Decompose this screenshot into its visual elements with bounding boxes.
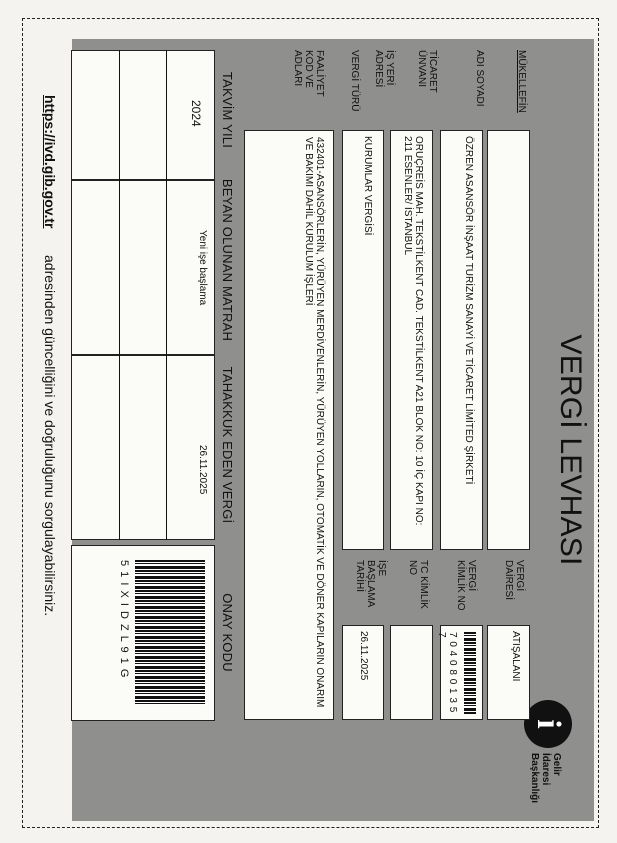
header-onay-kodu: ONAY KODU [220,593,235,672]
label-mukellefin: MÜKELLEFİN [516,50,527,113]
adi-soyadi-box [487,130,530,550]
table-cell-matrah: Yeni işe başlama [197,230,208,306]
label-ticaret-unvani: TİCARET ÜNVANI [416,50,438,93]
table-cell-tahakkuk: 26.11.2025 [197,445,208,495]
label-faaliyet: FAALİYET KOD VE ADLARI [292,50,325,97]
footer-url[interactable]: https://ivd.gib.gov.tr [42,95,58,229]
faaliyet-box [244,130,334,720]
ise-baslama-value: 26.11.2025 [358,631,369,681]
vergi-dairesi-value: ATIŞALANI [510,631,521,682]
header-tahakkuk-eden-vergi: TAHAKKUK EDEN VERGİ [220,366,235,524]
label-is-yeri-adresi: İŞ YERİ ADRESİ [373,50,395,88]
table-row-divider [119,50,120,540]
page-title: VERGİ LEVHASI [554,334,587,566]
tc-kimlik-no-box [390,625,433,720]
vergi-kimlik-no-value: 7 0 4 0 8 0 1 3 5 7 [436,632,458,713]
label-ise-baslama-tarihi: İŞE BAŞLAMA TARİHİ [354,560,387,607]
table-row-divider [166,50,167,540]
ise-baslama-box [342,625,384,720]
label-tc-kimlik-no: TC KİMLİK NO [407,560,429,609]
ticaret-unvani-value: ÖZREN ASANSÖR İNŞAAT TURİZM SANAYİ VE TİCARET LİMİTED ŞİRKETİ [463,136,474,485]
header-beyan-olunan-matrah: BEYAN OLUNAN MATRAH [220,178,235,342]
label-adi-soyadi: ADI SOYADI [474,50,485,107]
table-matrah-col [71,180,215,355]
onay-kodu-barcode [135,560,205,705]
logo-letter: i [530,719,567,729]
vergi-turu-box [342,130,384,550]
label-vergi-turu: VERGİ TÜRÜ [349,50,360,112]
adi-soyadi-value [517,131,529,549]
ticaret-unvani-box [440,130,483,550]
logo-text: Gelir İdaresi Başkanlığı [529,753,562,804]
table-cell-year: 2024 [189,100,203,127]
header-takvim-yili: TAKVİM YILI [220,71,235,149]
faaliyet-value: 432401-ASANSÖRLERİN, YÜRÜYEN MERDİVENLERİN, YÜRÜYEN YOLLARIN, OTOMATİK VE DÖNER KAPILARIN ONARIM VE BAKIMI DAHİL KURULUM İŞLERİ [303,137,325,708]
vergi-kimlik-barcode [464,632,476,714]
table-tahakkuk-col [71,355,215,540]
vergi-kimlik-no-box [436,625,483,720]
vergi-dairesi-box [487,625,530,720]
label-vergi-dairesi: VERGİ DAİRESİ [503,560,525,601]
label-vergi-kimlik-no: VERGİ KİMLİK NO [455,560,477,611]
footer-text: adresinden güncelliğini ve doğruluğunu sorgulayabilirsiniz. [42,255,58,617]
is-yeri-adresi-box [390,130,433,550]
onay-kodu-value: 5 1 I X I D Z L 9 1 G [118,560,130,679]
vergi-turu-value: KURUMLAR VERGİSİ [362,136,373,236]
tc-kimlik-no-value [416,626,432,719]
is-yeri-adresi-value: ORUÇREİS MAH. TEKSTİLKENT CAD. TEKSTİLKENT A21 BLOK NO: 10 İÇ KAPI NO: 211 ESENLER/ İSTANBUL [402,136,424,526]
